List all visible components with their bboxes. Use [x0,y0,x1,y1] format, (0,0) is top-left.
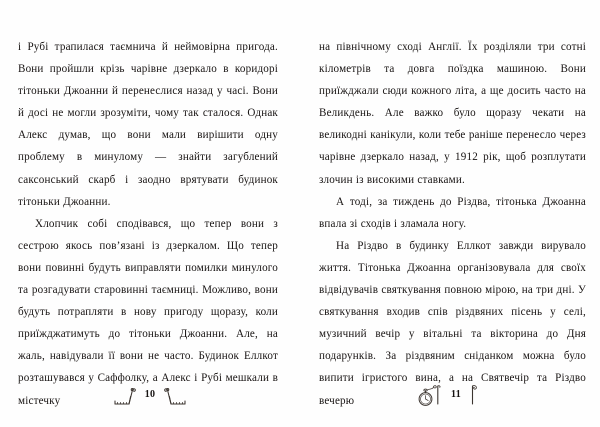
page-right [300,0,600,427]
paragraph: на північному сході Англії. Їх розділяли три сотні кілометрів та довга поїздка машиною. Вони приїжджали сюди кожного літа, а ще досить часто на Великдень. Але важко було щоразу чекати на великодні канікули, коли тебе раніше перенесло через чарівне дзеркало назад, у 1912 рік, щоб розплутати злочин із високими ставками. [319,41,586,186]
page-number: 10 [144,389,156,400]
page-footer-right [300,379,600,413]
stair-banister-ornament-icon [161,384,187,408]
scroll-post-ornament-icon [467,383,485,409]
page-number: 11 [450,389,462,400]
pocket-watch-ornament-icon [415,383,445,409]
page-footer-left [0,379,300,413]
right-page-textblock [319,36,586,412]
paragraph: і Рубі трапилася таємнича й неймовірна пригода. Вони пройшли крізь чарівне дзеркало в коридорі тітоньки Джоанни й перенеслися назад у часі. Вони й досі не могли зрозуміти, чому так сталося. Однак Алекс думав, що вони мали вирішити одну проблему в минулому — знайти загублений саксонський скарб і заодно врятувати будинок тітоньки Джоанни. [18,41,278,208]
paragraph: На Різдво в будинку Еллкот завжди вирувало життя. Тітонька Джоанна організовувала для своїх відвідувачів святкування повною мірою, на три дні. У святкування входив спів різдвяних пісень у селі, музичний вечір у вітальні та вікторина до Дня подарунків. За різдвяним сніданком можна було випити ігристого вина, а на Святвечір та Різдво вечерю [319,239,586,407]
left-page-textblock [18,36,278,412]
paragraph: А тоді, за тиждень до Різдва, тітонька Джоанна впала зі сходів і зламала ногу. [319,195,586,230]
stair-banister-ornament-icon [113,384,139,408]
paragraph: Хлопчик собі сподівався, що тепер вони з сестрою якось пов’язані із дзеркалом. Що тепер вони повинні будуть виправляти помилки минулого та розгадувати старовинні таємниці. Можливо, вони будуть потрапляти в нову пригоду щоразу, коли приїжджатимуть до тітоньки Джоанни. Але, на жаль, навідували її вони не часто. Будинок Еллкот розташувався у Саффолку, а Алекс і Рубі мешкали в містечку [18,217,278,407]
